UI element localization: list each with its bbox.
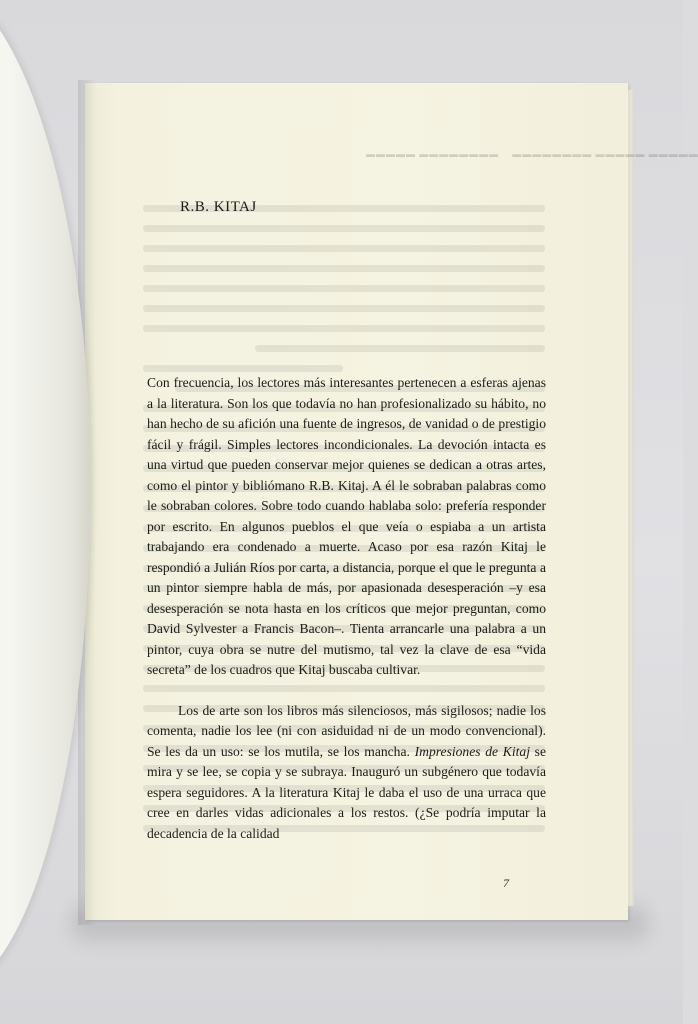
- book-title-italic: Impresiones de Kitaj: [414, 743, 530, 759]
- chapter-title: R.B. KITAJ: [180, 199, 257, 215]
- paragraph-1: Con frecuencia, los lectores más interesantes pertenecen a esferas ajenas a la literatura. Son los que todavía no han profesionalizado su hábito, no han hecho de su afición una fuente de ingresos, de vanidad o de prestigio fácil y frágil. Simples lectores incondicionales. La devoción intacta es una virtud que pueden conservar mejor quienes se dedican a otras artes, como el pintor y bibliómano R.B. Kitaj. A él le sobraban palabras como le sobraban colores. Sobre todo cuando hablaba solo: prefería responder por escrito. En algunos pueblos el que veía o espiaba a un artista trabajando era condenado a muerte. Acaso por esa razón Kitaj le respondió a Julián Ríos por carta, a distancia, porque el que le pregunta a un pintor siempre habla de más, por apasionada desesperación –y esa desesperación se nota hasta en los críticos que mejor preguntan, como David Sylvester a Francis Bacon–. Tienta arrancarle una palabra a un pintor, cuya obra se nutre del mutismo, tal vez la clave de esa “vida secreta” de los cuadros que Kitaj buscaba cultivar.: [147, 375, 546, 677]
- paragraph-2-end: se mira y se lee, se copia y se subraya. Inauguró un subgénero que todavía espera seguidores. A la literatura Kitaj le daba el uso de una urraca que cree en darles vidas adicionales a los restos. (¿Se podría imputar la decadencia de la calidad: [147, 743, 546, 841]
- paragraph-2: [147, 701, 546, 845]
- page-number: 7: [503, 876, 509, 890]
- body-text: [147, 373, 546, 844]
- show-through-header: ▬▬▬▬▬ ▬▬▬▬▬ ▬▬▬▬▬▬▬▬ ▬▬▬▬▬▬▬▬ ▬▬▬▬▬: [365, 149, 698, 159]
- paragraph-2-start: Los de arte son los libros más silenciosos, más sigilosos; nadie los comenta, nadie los lee (ni con asiduidad ni de un modo convencional). Se les da un uso: se los mutila, se los mancha.: [147, 702, 546, 759]
